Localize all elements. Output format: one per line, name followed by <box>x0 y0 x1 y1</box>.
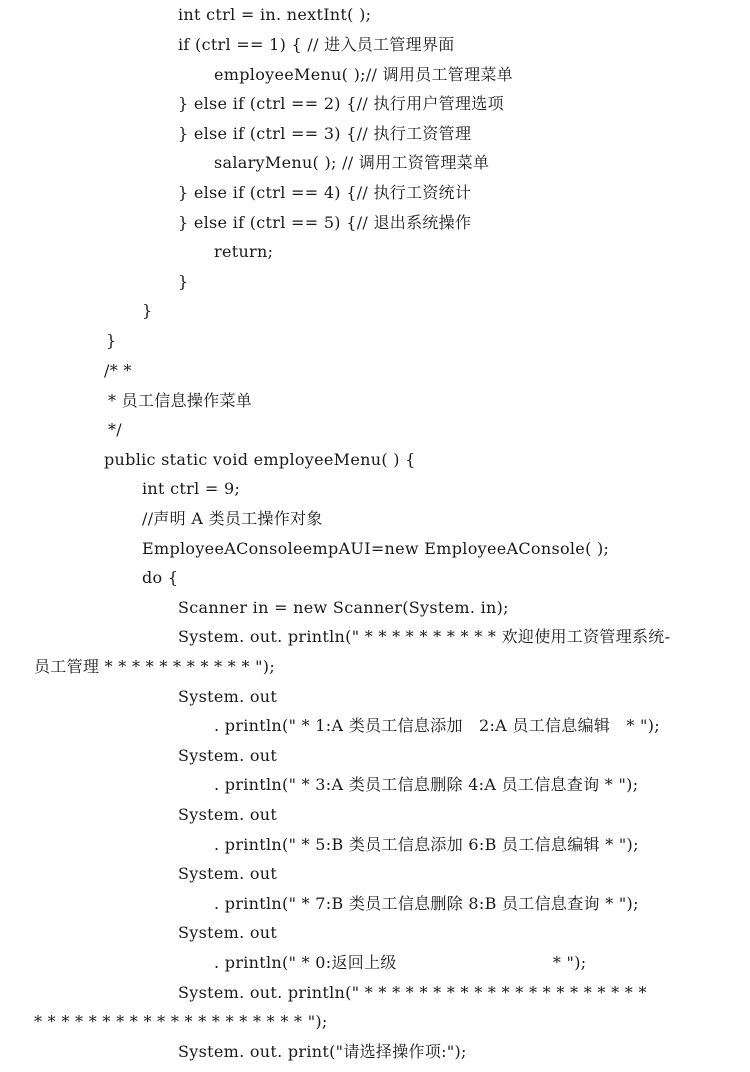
code-line: do { <box>142 568 179 587</box>
code-line: . println(" * 3:A 类员工信息删除 4:A 员工信息查询 * "); <box>214 775 639 794</box>
code-line: return; <box>214 242 274 261</box>
code-line: salaryMenu( ); // 调用工资管理菜单 <box>214 153 490 172</box>
code-line: . println(" * 7:B 类员工信息删除 8:B 员工信息查询 * "); <box>214 894 639 913</box>
code-line: * 员工信息操作菜单 <box>108 391 253 410</box>
code-line: * * * * * * * * * * * * * * * * * * * * "); <box>34 1012 328 1031</box>
code-line: } else if (ctrl == 4) {// 执行工资统计 <box>178 183 472 202</box>
code-line: System. out. println(" * * * * * * * * * * * * * * * * * * * * * <box>178 983 647 1002</box>
code-line: } else if (ctrl == 3) {// 执行工资管理 <box>178 124 472 143</box>
code-line: int ctrl = 9; <box>142 479 241 498</box>
code-line: System. out <box>178 805 278 824</box>
code-line: } else if (ctrl == 2) {// 执行用户管理选项 <box>178 94 504 113</box>
code-line: 员工管理 * * * * * * * * * * * "); <box>34 657 276 676</box>
code-line: //声明 A 类员工操作对象 <box>142 509 323 528</box>
code-line: . println(" * 5:B 类员工信息添加 6:B 员工信息编辑 * "); <box>214 835 639 854</box>
code-line: . println(" * 1:A 类员工信息添加 2:A 员工信息编辑 * "); <box>214 716 660 735</box>
code-line: */ <box>108 420 122 439</box>
code-line: . println(" * 0:返回上级 * "); <box>214 953 587 972</box>
code-line: /* * <box>104 361 132 380</box>
code-line: employeeMenu( );// 调用员工管理菜单 <box>214 65 513 84</box>
code-line: } <box>178 272 189 291</box>
code-line: } else if (ctrl == 5) {// 退出系统操作 <box>178 213 472 232</box>
code-line: EmployeeAConsoleempAUI=new EmployeeAConsole( ); <box>142 539 610 558</box>
code-line: System. out <box>178 687 278 706</box>
code-line: int ctrl = in. nextInt( ); <box>178 5 372 24</box>
code-line: System. out <box>178 746 278 765</box>
code-line: } <box>106 331 117 350</box>
code-line: public static void employeeMenu( ) { <box>104 450 416 469</box>
code-line: System. out. println(" * * * * * * * * * * 欢迎使用工资管理系统- <box>178 627 671 646</box>
code-line: Scanner in = new Scanner(System. in); <box>178 598 509 617</box>
code-line: System. out <box>178 923 278 942</box>
code-line: } <box>142 301 153 320</box>
code-line: System. out <box>178 864 278 883</box>
code-line: if (ctrl == 1) { // 进入员工管理界面 <box>178 35 455 54</box>
code-line: System. out. print("请选择操作项:"); <box>178 1042 467 1061</box>
